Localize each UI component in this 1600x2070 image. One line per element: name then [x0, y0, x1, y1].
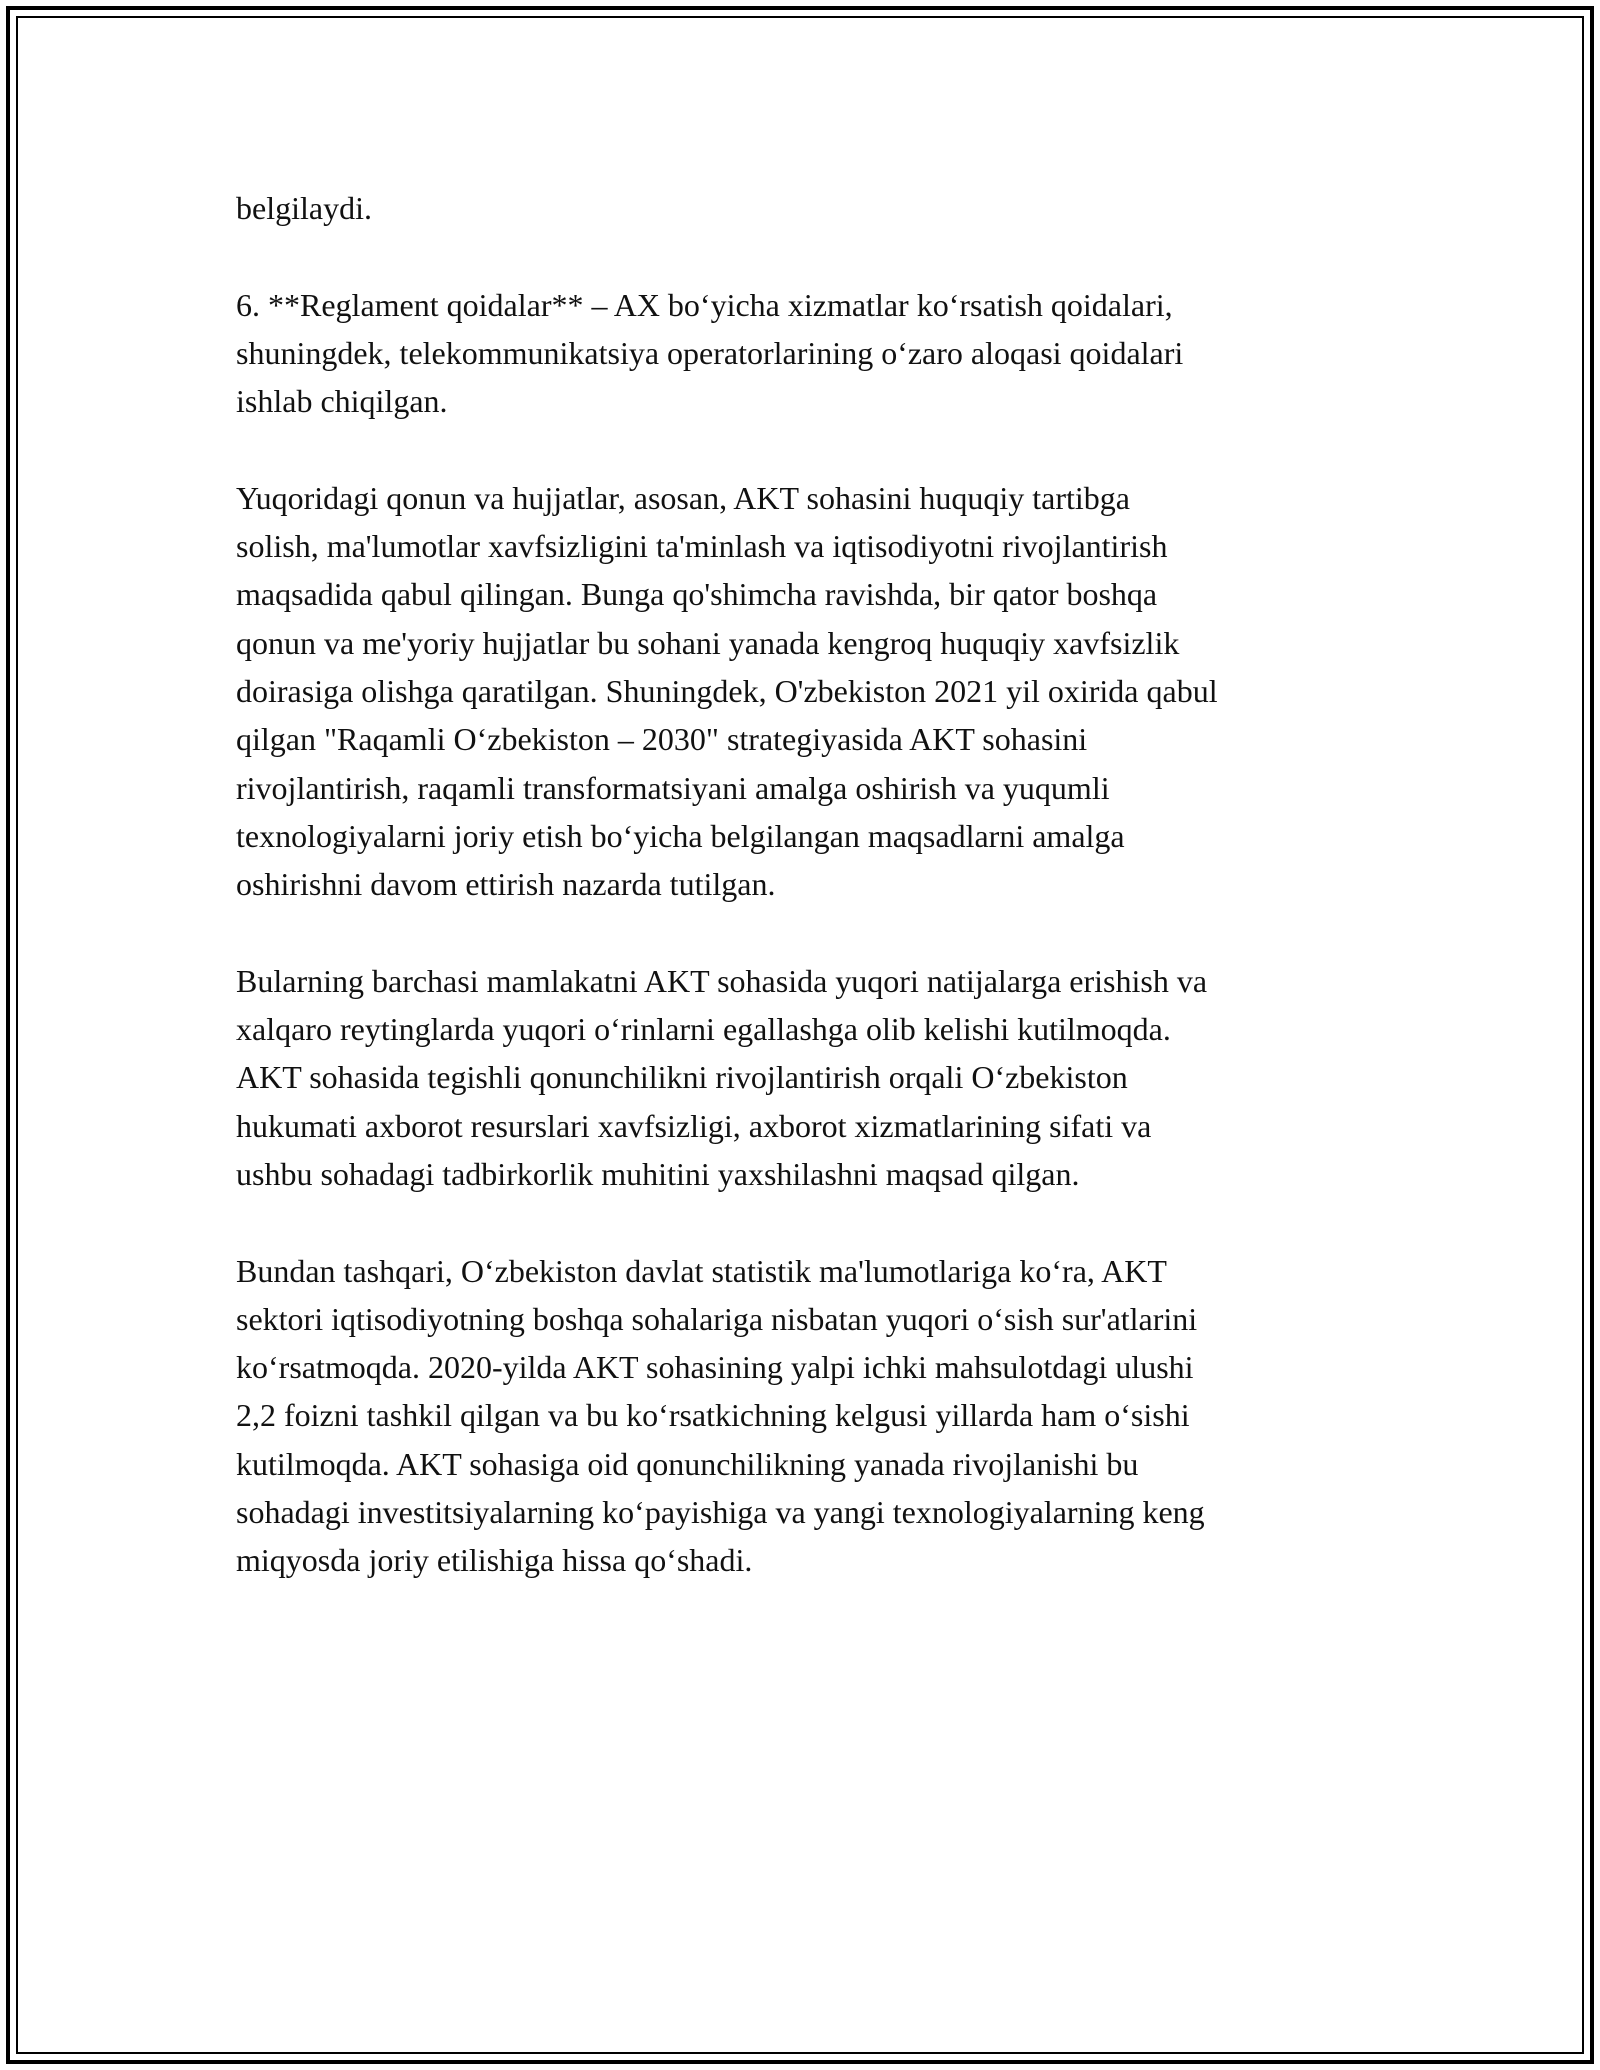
paragraph-laws-summary: Yuqoridagi qonun va hujjatlar, asosan, AKT sohasini huquqiy tartibga solish, ma'lumotlar xavfsizligini ta'minlash va iqtisodiyotni rivojlantirish maqsadida qabul qilingan. Bunga qo'shimcha ravishda, bir qator boshqa qonun va me'yoriy hujjatlar bu sohani yanada kengroq huquqiy xavfsizlik doirasiga olishga qaratilgan. Shuningdek, O'zbekiston 2021 yil oxirida qabul qilgan "Raqamli O‘zbekiston – 2030" strategiyasida AKT sohasini rivojlantirish, raqamli transformatsiyani amalga oshirish va yuqumli texnologiyalarni joriy etish bo‘yicha belgilangan maqsadlarni amalga oshirishni davom ettirish nazarda tutilgan.: [236, 479, 1218, 903]
paragraph-expected-results: Bularning barchasi mamlakatni AKT sohasida yuqori natijalarga erishish va xalqaro reytinglarda yuqori o‘rinlarni egallashga olib kelishi kutilmoqda. AKT sohasida tegishli qonunchilikni rivojlantirish orqali O‘zbekiston hukumati axborot resurslari xavfsizligi, axborot xizmatlarining sifati va ushbu sohadagi tadbirkorlik muhitini yaxshilashni maqsad qilgan.: [236, 962, 1208, 1192]
document-body: [236, 184, 1366, 1633]
paragraph-reglament-rules: 6. **Reglament qoidalar** – AX bo‘yicha xizmatlar ko‘rsatish qoidalari, shuningdek, telekommunikatsiya operatorlarining o‘zaro aloqasi qoidalari ishlab chiqilgan.: [236, 286, 1184, 420]
paragraph-continuation: belgilaydi.: [236, 190, 372, 226]
paragraph-statistics: Bundan tashqari, O‘zbekiston davlat statistik ma'lumotlariga ko‘ra, AKT sektori iqtisodiyotning boshqa sohalariga nisbatan yuqori o‘sish sur'atlarini ko‘rsatmoqda. 2020-yilda AKT sohasining yalpi ichki mahsulotdagi ulushi 2,2 foizni tashkil qilgan va bu ko‘rsatkichning kelgusi yillarda ham o‘sishi kutilmoqda. AKT sohasiga oid qonunchilikning yanada rivojlanishi bu sohadagi investitsiyalarning ko‘payishiga va yangi texnologiyalarning keng miqyosda joriy etilishiga hissa qo‘shadi.: [236, 1252, 1205, 1579]
